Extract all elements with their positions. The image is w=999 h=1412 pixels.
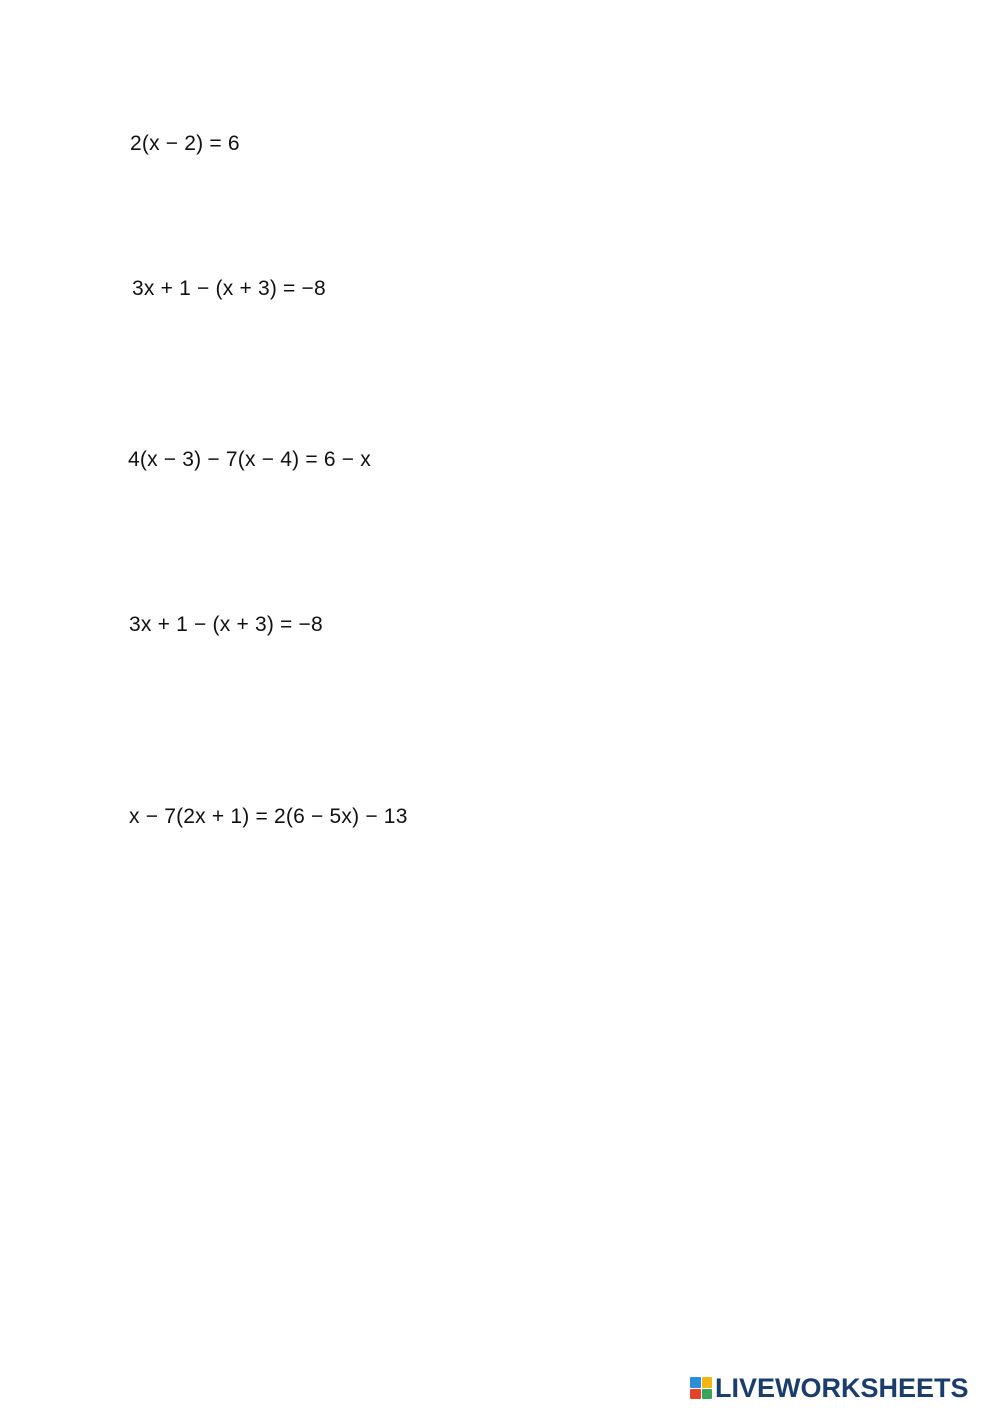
liveworksheets-logo-icon <box>690 1377 712 1399</box>
equation-5: x − 7(2x + 1) = 2(6 − 5x) − 13 <box>129 805 408 828</box>
logo-square-i <box>702 1377 713 1388</box>
logo-square-l <box>690 1377 701 1388</box>
logo-square-e <box>702 1389 713 1400</box>
equation-4: 3x + 1 − (x + 3) = −8 <box>129 613 323 636</box>
equation-2: 3x + 1 − (x + 3) = −8 <box>132 277 326 300</box>
equation-1: 2(x − 2) = 6 <box>130 132 240 155</box>
liveworksheets-brand <box>690 1373 969 1403</box>
logo-square-v <box>690 1389 701 1400</box>
brand-name: LIVEWORKSHEETS <box>715 1372 969 1403</box>
equation-3: 4(x − 3) − 7(x − 4) = 6 − x <box>128 448 371 471</box>
